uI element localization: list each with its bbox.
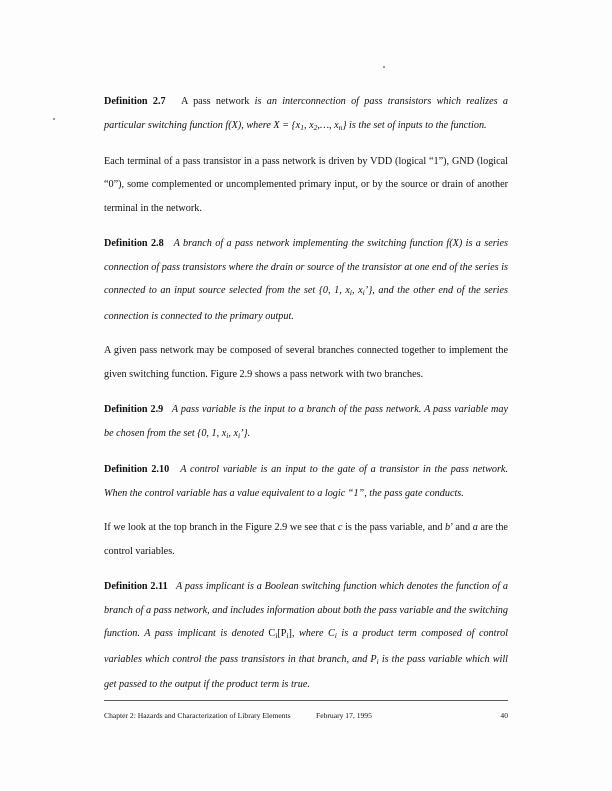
footer-divider: [104, 700, 508, 701]
definition-text: A pass network is an interconnection of pass transistors which realizes a particular switching function f(X), where $X = \{x_1$, $x_2,\dots$, $x_n$} is the set of inputs to the function.: [104, 96, 508, 132]
paragraph-definition-2-10: [104, 458, 508, 505]
paragraph-text: If we look at the top branch in the Figure 2.9 we see that c is the pass variable, and b’ and a are the control variables.: [104, 522, 508, 557]
page-speck: [53, 118, 55, 120]
definition-text: A pass implicant is a Boolean switching function which denotes the function of a branch of a pass network, and includes information about both the pass variable and the switching function. A pass implicant is denoted $C_i[P_i]$, where $C_i$ is a product term composed of control variables which control the pass transistors in that branch, and $P_i$ is the pass variable which will get passed to the output if the product term is true.: [104, 581, 509, 690]
definition-label: Definition 2.11: [104, 581, 168, 593]
footer-chapter: Chapter 2: Hazards and Characterization of Library Elements: [104, 711, 291, 720]
page-speck: [383, 66, 385, 68]
paragraph-definition-2-8: [104, 232, 508, 328]
paragraph-definition-2-9: [104, 398, 508, 447]
footer-page-number: 40: [500, 711, 508, 720]
footer-date: February 17, 1995: [316, 711, 372, 720]
definition-text: A branch of a pass network implementing the switching function f(X) is a series connection of pass transistors where the drain or source of the transistor at one end of the series is connected to an input source selected from the set {0, 1, $x_i$, $x_i$’}, and the other end of the series connection is connected to the primary output.: [104, 238, 509, 322]
paragraph-text: Each terminal of a pass transistor in a pass network is driven by VDD (logical “1”), GND (logical “0”), some complemented or uncomplemented primary input, or by the source or drain of another terminal in the network.: [104, 155, 508, 214]
document-body: [104, 90, 508, 707]
definition-label: Definition 2.7: [104, 96, 166, 107]
definition-text: A pass variable is the input to a branch of the pass network. A pass variable may be chosen from the set {0, 1, $x_i$, $x_i$’}.: [104, 404, 508, 440]
definition-label: Definition 2.9: [104, 404, 164, 416]
definition-label: Definition 2.8: [104, 238, 164, 250]
definition-label: Definition 2.10: [104, 464, 170, 476]
paragraph-text: A given pass network may be composed of several branches connected together to implement the given switching function. Figure 2.9 shows a pass network with two branches.: [104, 345, 508, 380]
paragraph-body-3: [104, 516, 508, 563]
definition-text: A control variable is an input to the gate of a transistor in the pass network. When the control variable has a value equivalent to a logic “1”, the pass gate conducts.: [104, 464, 508, 499]
paragraph-definition-2-7: [104, 90, 508, 139]
paragraph-body-1: [104, 150, 508, 221]
paragraph-body-2: [104, 339, 508, 386]
paragraph-definition-2-11: [104, 575, 508, 696]
